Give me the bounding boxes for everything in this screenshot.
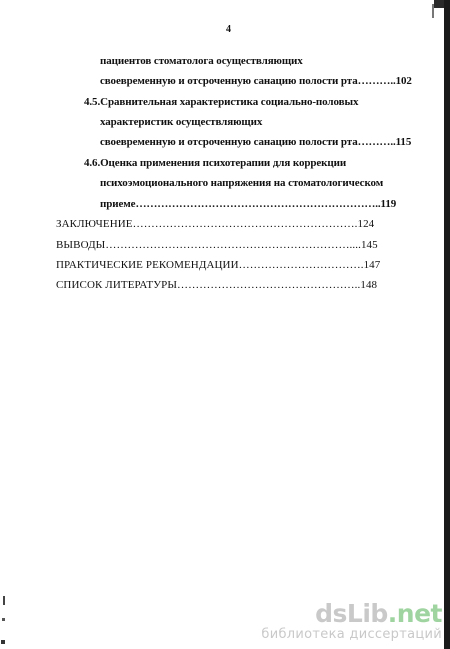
toc-line: СПИСОК ЛИТЕРАТУРЫ…………………………………………..148 (56, 279, 378, 291)
toc-line: ЗАКЛЮЧЕНИЕ…………………………………………………….124 (56, 218, 375, 230)
watermark-logo-accent: .net (387, 599, 442, 628)
watermark-logo-main: dsLib (315, 599, 388, 628)
watermark-logo (261, 601, 442, 627)
toc-line: психоэмоционального напряжения на стоматологическом (100, 177, 384, 189)
watermark (261, 601, 442, 643)
watermark-subtitle: библиотека диссертаций (261, 627, 442, 642)
toc-line: ПРАКТИЧЕСКИЕ РЕКОМЕНДАЦИИ…………………………….147 (56, 259, 381, 271)
toc-line: характеристик осуществляющих (100, 116, 263, 128)
toc-line: своевременную и отсроченную санацию полости рта………..102 (100, 75, 412, 87)
toc-line: своевременную и отсроченную санацию полости рта………..115 (100, 136, 412, 148)
toc-line: 4.6.Оценка применения психотерапии для коррекции (84, 157, 347, 169)
toc-line: приеме…………………………………………………………..119 (100, 198, 397, 210)
toc-line: пациентов стоматолога осуществляющих (100, 55, 303, 67)
toc-line: 4.5.Сравнительная характеристика социально-половых (84, 96, 359, 108)
toc-line: ВЫВОДЫ…………………………………………………………....145 (56, 239, 378, 251)
page-number: 4 (226, 24, 231, 35)
